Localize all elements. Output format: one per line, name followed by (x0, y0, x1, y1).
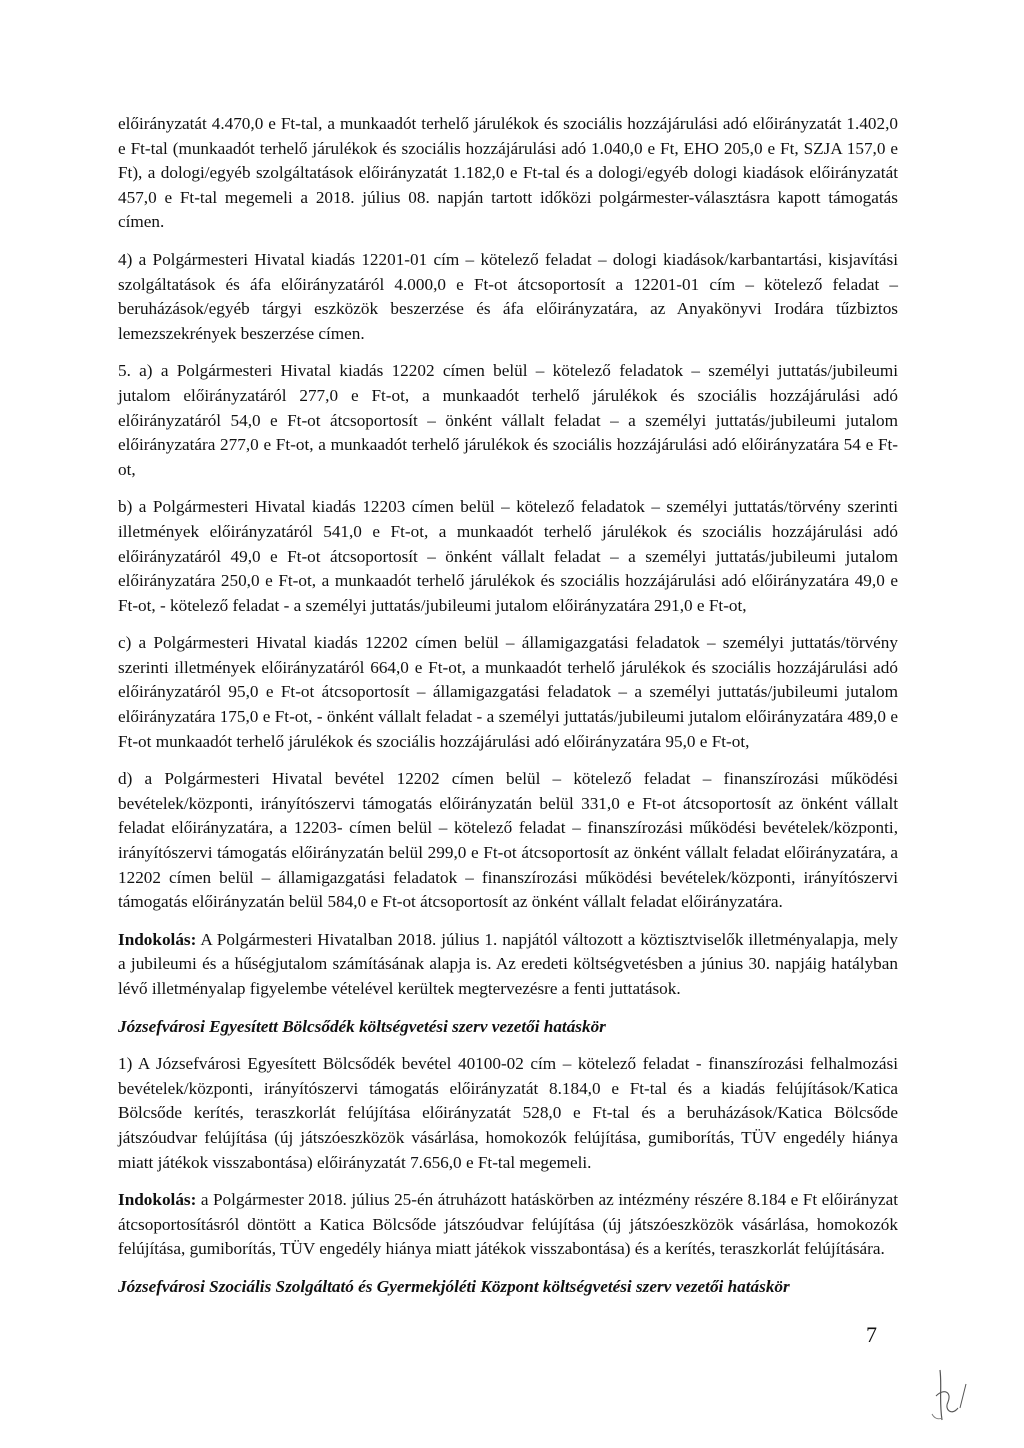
paragraph-5d: d) a Polgármesteri Hivatal bevétel 12202 címen belül – kötelező feladat – finanszírozási működési bevételek/központi, irányítószervi támogatás előirányzatán belül 331,0 e Ft-ot átcsoportosít az önként vállalt feladat előirányzatára, a 12203- címen belül – kötelező feladat – finanszírozási működési bevételek/központi, irányítószervi támogatás előirányzatán belül 299,0 e Ft-ot átcsoportosít az önként vállalt feladat előirányzatára, a 12202 címen belül – államigazgatási feladatok – finanszírozási működési bevételek/központi, irányítószervi támogatás előirányzatán belül 584,0 e Ft-ot átcsoportosít az önként vállalt feladat előirányzatára. (118, 769, 898, 912)
section-heading-bolcsodek: Józsefvárosi Egyesített Bölcsődék költségvetési szerv vezetői hatáskör (118, 1016, 606, 1036)
section-1-paragraph: 1) A Józsefvárosi Egyesített Bölcsődék bevétel 40100-02 cím – kötelező feladat - finanszírozási felhalmozási bevételek/központi, irányítószervi támogatás előirányzatát 8.184,0 e Ft-tal és a kiadás felújítások/Katica Bölcsőde kerítés, teraszkorlát felújítása előirányzatát 528,0 e Ft-tal és a beruházások/Katica Bölcsőde játszóudvar felújítása (új játszóeszközök vásárlása, homokozók felújítása, gumiborítás, TÜV engedély hiánya miatt játékok visszabontása) előirányzatát 7.656,0 e Ft-tal megemeli. (118, 1054, 898, 1172)
body-text (118, 112, 898, 1313)
paragraph-4: 4) a Polgármesteri Hivatal kiadás 12201-01 cím – kötelező feladat – dologi kiadások/karbantartási, kisjavítási szolgáltatások és áfa előirányzatáról 4.000,0 e Ft-ot átcsoportosít a 12201-01 cím – kötelező feladat – beruházások/egyéb tárgyi eszközök beszerzése és áfa előirányzatára, az Anyakönyvi Irodára tűzbiztos lemezszekrények beszerzése címen. (118, 249, 898, 343)
paragraph-5c: c) a Polgármesteri Hivatal kiadás 12202 címen belül – államigazgatási feladatok – személyi juttatás/törvény szerinti illetmények előirányzatáról 664,0 e Ft-ot, a munkaadót terhelő járulékok és szociális hozzájárulási adó előirányzatáról 95,0 e Ft-ot átcsoportosít – államigazgatási feladatok – a személyi juttatás/jubileumi jutalom előirányzatára 175,0 e Ft-ot, - önként vállalt feladat - a személyi juttatás/jubileumi jutalom előirányzatára 489,0 e Ft-ot munkaadót terhelő járulékok és szociális hozzájárulási adó előirányzatára 95,0 e Ft-ot, (118, 633, 898, 751)
justification-1 (118, 928, 898, 1002)
section-heading-szocialis: Józsefvárosi Szociális Szolgáltató és Gyermekjóléti Központ költségvetési szerv vezetői hatáskör (118, 1276, 790, 1296)
justification-label: Indokolás: (118, 1190, 197, 1210)
justification-text: A Polgármesteri Hivatalban 2018. július 1. napjától változott a köztisztviselők illetményalapja, mely a jubileumi és a hűségjutalom számításának alapja is. Az eredeti költségvetésben a június 30. napjáig hatályban lévő illetményalap figyelembe vételével kerültek megtervezésre a fenti juttatások. (118, 929, 898, 998)
justification-2 (118, 1188, 898, 1262)
paragraph-budget-increase: előirányzatát 4.470,0 e Ft-tal, a munkaadót terhelő járulékok és szociális hozzájárulási adó előirányzatát 1.402,0 e Ft-tal (munkaadót terhelő járulékok és szociális hozzájárulási adó 1.040,0 e Ft, EHO 205,0 e Ft, SZJA 157,0 e Ft), a dologi/egyéb szolgáltatások előirányzatát 1.182,0 e Ft-tal és a dologi/egyéb dologi kiadások előirányzatát 457,0 e Ft-tal megemeli a 2018. július 08. napján tartott időközi polgármester-választásra kapott támogatás címen. (118, 114, 898, 232)
page-number: 7 (866, 1322, 877, 1347)
handwritten-initials (922, 1358, 982, 1428)
justification-text: a Polgármester 2018. július 25-én átruházott hatáskörben az intézmény részére 8.184 e Ft előirányzat átcsoportosításról döntött a Katica Bölcsőde játszóudvar felújítása (új játszóeszközök vásárlása, homokozók felújítása, gumiborítás, TÜV engedély hiánya miatt játékok visszabontása) és a kerítés, teraszkorlát felújítására. (118, 1190, 898, 1259)
paragraph-5a: 5. a) a Polgármesteri Hivatal kiadás 12202 címen belül – kötelező feladatok – személyi juttatás/jubileumi jutalom előirányzatáról 277,0 e Ft-ot, a munkaadót terhelő járulékok és szociális hozzájárulási adó előirányzatáról 54,0 e Ft-ot átcsoportosít – önként vállalt feladat – a személyi juttatás/jubileumi jutalom előirányzatára 277,0 e Ft-ot, a munkaadót terhelő járulékok és szociális hozzájárulási adó előirányzatára 54 e Ft-ot, (118, 361, 898, 479)
justification-label: Indokolás: (118, 929, 197, 949)
paragraph-5b: b) a Polgármesteri Hivatal kiadás 12203 címen belül – kötelező feladatok – személyi juttatás/törvény szerinti illetmények előirányzatáról 541,0 e Ft-ot, a munkaadót terhelő járulékok és szociális hozzájárulási adó előirányzatáról 49,0 e Ft-ot átcsoportosít – önként vállalt feladat – a személyi juttatás/jubileumi jutalom előirányzatára 250,0 e Ft-ot, a munkaadót terhelő járulékok és szociális hozzájárulási adó előirányzatára 49,0 e Ft-ot, - kötelező feladat - a személyi juttatás/jubileumi jutalom előirányzatára 291,0 e Ft-ot, (118, 497, 898, 615)
